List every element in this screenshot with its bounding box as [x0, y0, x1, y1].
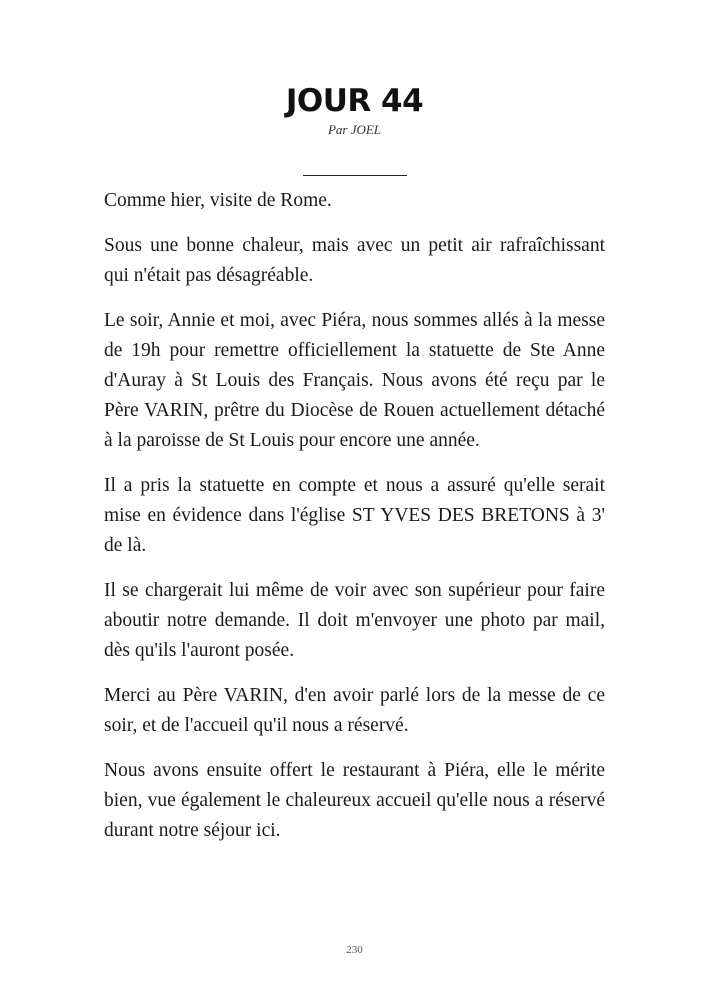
paragraph-1: Comme hier, visite de Rome.	[104, 190, 332, 211]
chapter-title: JOUR 44	[285, 83, 424, 119]
page-number: 230	[346, 944, 363, 956]
paragraph-3: Le soir, Annie et moi, avec Piéra, nous sommes allés à la messe de 19h pour remettre officiellement la statuette de Ste Anne d'Auray à St Louis des Français. Nous avons été reçu par le Père VARIN, prêtre du Diocèse de Rouen actuellement détaché à la paroisse de St Louis pour encore une année.	[104, 310, 605, 451]
paragraph-4: Il a pris la statuette en compte et nous a assuré qu'elle serait mise en évidence dans l'église ST YVES DES BRETONS à 3' de là.	[104, 475, 605, 556]
paragraph-7: Nous avons ensuite offert le restaurant à Piéra, elle le mérite bien, vue également le chaleureux accueil qu'elle nous a réservé durant notre séjour ici.	[104, 760, 605, 841]
title-separator-rule	[303, 175, 407, 176]
body-text	[104, 186, 605, 861]
author-byline: Par JOEL	[327, 122, 382, 137]
paragraph-6: Merci au Père VARIN, d'en avoir parlé lors de la messe de ce soir, et de l'accueil qu'il nous a réservé.	[104, 685, 605, 736]
paragraph-5: Il se chargerait lui même de voir avec son supérieur pour faire aboutir notre demande. Il doit m'envoyer une photo par mail, dès qu'ils l'auront posée.	[104, 580, 605, 661]
paragraph-2: Sous une bonne chaleur, mais avec un petit air rafraîchissant qui n'était pas désagréable.	[104, 235, 605, 286]
